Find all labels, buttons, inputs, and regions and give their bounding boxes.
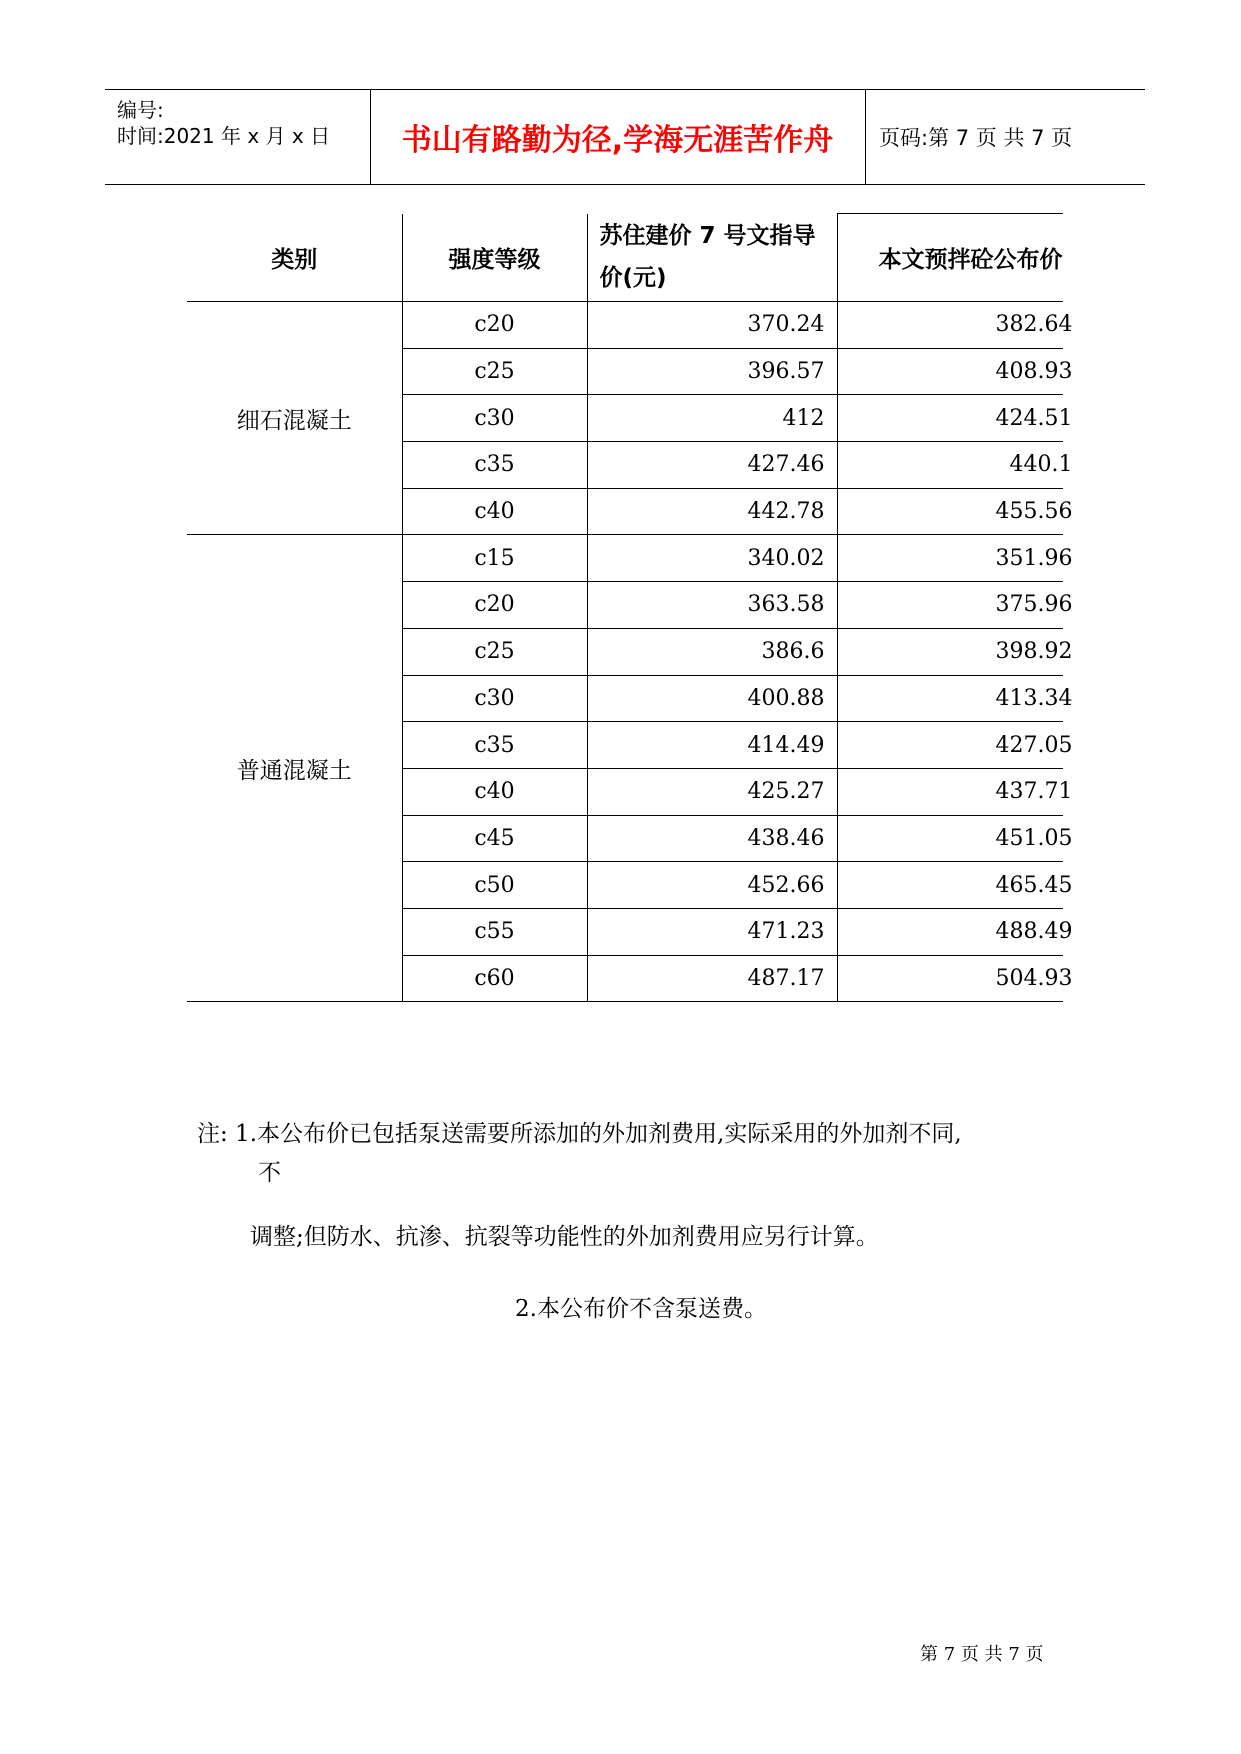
guide-price-cell: 487.17 [587, 955, 837, 1002]
header-motto-cell [370, 90, 866, 184]
published-price-cell [837, 628, 1073, 675]
guide-price-cell: 386.6 [587, 628, 837, 675]
price-table [187, 213, 1073, 1002]
published-price-value: 382.64 [995, 312, 1073, 338]
header-category: 类别 [187, 214, 402, 302]
published-price-value: 408.93 [995, 359, 1073, 385]
published-price-cell [837, 908, 1073, 955]
header-guide-price: 苏住建价 7 号文指导价(元) [587, 214, 837, 302]
guide-price-cell: 425.27 [587, 768, 837, 815]
grade-cell: c55 [402, 908, 587, 955]
grade-cell: c20 [402, 582, 587, 629]
table-row [187, 535, 1063, 582]
guide-price-cell: 442.78 [587, 488, 837, 535]
note-line-3: 2.本公布价不含泵送费。 [515, 1296, 767, 1322]
published-price-cell [837, 722, 1073, 769]
published-price-cell [837, 535, 1073, 582]
published-price-cell [837, 488, 1073, 535]
guide-price-cell: 396.57 [587, 348, 837, 395]
published-price-value: 465.45 [995, 872, 1073, 898]
header-published-price-text: 本文预拌砼公布价 [878, 247, 1063, 273]
published-price-cell [837, 302, 1073, 349]
published-price-cell [837, 582, 1073, 629]
grade-cell: c35 [402, 722, 587, 769]
grade-cell: c15 [402, 535, 587, 582]
published-price-value: 375.96 [995, 592, 1073, 618]
published-price-value: 427.05 [995, 732, 1073, 758]
published-price-cell [837, 395, 1073, 442]
grade-cell: c50 [402, 862, 587, 909]
published-price-value: 440.1 [1009, 452, 1073, 478]
table-body [187, 302, 1073, 1002]
grade-cell: c20 [402, 302, 587, 349]
grade-cell: c45 [402, 815, 587, 862]
page-info: 页码:第 7 页 共 7 页 [879, 126, 1073, 150]
table-row [187, 302, 1063, 349]
published-price-value: 451.05 [995, 825, 1073, 851]
published-price-cell [837, 348, 1073, 395]
published-price-value: 351.96 [995, 545, 1073, 571]
guide-price-cell: 427.46 [587, 442, 837, 489]
header-meta [105, 90, 371, 184]
grade-cell: c30 [402, 675, 587, 722]
header-published-price [837, 214, 1063, 302]
guide-price-cell: 400.88 [587, 675, 837, 722]
published-price-cell [837, 768, 1073, 815]
published-price-value: 398.92 [995, 639, 1073, 665]
grade-cell: c60 [402, 955, 587, 1002]
guide-price-cell: 471.23 [587, 908, 837, 955]
note-line-1-wrap: 不 [258, 1160, 281, 1186]
category-cell: 细石混凝土 [187, 302, 402, 535]
published-price-value: 504.93 [995, 965, 1073, 991]
grade-cell: c25 [402, 628, 587, 675]
grade-cell: c35 [402, 442, 587, 489]
published-price-value: 424.51 [995, 405, 1073, 431]
grade-cell: c25 [402, 348, 587, 395]
grade-cell: c40 [402, 768, 587, 815]
published-price-value: 413.34 [995, 685, 1073, 711]
published-price-cell [837, 442, 1073, 489]
guide-price-cell: 414.49 [587, 722, 837, 769]
table-header-row [187, 214, 1063, 302]
guide-price-cell: 363.58 [587, 582, 837, 629]
note-line-2: 调整;但防水、抗渗、抗裂等功能性的外加剂费用应另行计算。 [250, 1224, 879, 1250]
published-price-value: 455.56 [995, 499, 1073, 525]
grade-cell: c40 [402, 488, 587, 535]
published-price-value: 437.71 [995, 779, 1073, 805]
serial-number-label: 编号: [117, 98, 164, 122]
header-page-cell [865, 90, 1145, 184]
published-price-cell [837, 815, 1073, 862]
category-cell: 普通混凝土 [187, 535, 402, 1002]
guide-price-cell: 438.46 [587, 815, 837, 862]
page-footer: 第 7 页 共 7 页 [920, 1644, 1044, 1665]
note-line-1: 注: 1.本公布价已包括泵送需要所添加的外加剂费用,实际采用的外加剂不同, [197, 1121, 962, 1147]
guide-price-cell: 452.66 [587, 862, 837, 909]
guide-price-cell: 370.24 [587, 302, 837, 349]
guide-price-cell: 340.02 [587, 535, 837, 582]
published-price-value: 488.49 [995, 919, 1073, 945]
published-price-cell [837, 955, 1073, 1002]
published-price-cell [837, 862, 1073, 909]
published-price-cell [837, 675, 1073, 722]
grade-cell: c30 [402, 395, 587, 442]
header-grade: 强度等级 [402, 214, 587, 302]
page-header [105, 89, 1145, 185]
date-line: 时间:2021 年 x 月 x 日 [117, 124, 331, 148]
guide-price-cell: 412 [587, 395, 837, 442]
motto: 书山有路勤为径,学海无涯苦作舟 [401, 123, 834, 158]
